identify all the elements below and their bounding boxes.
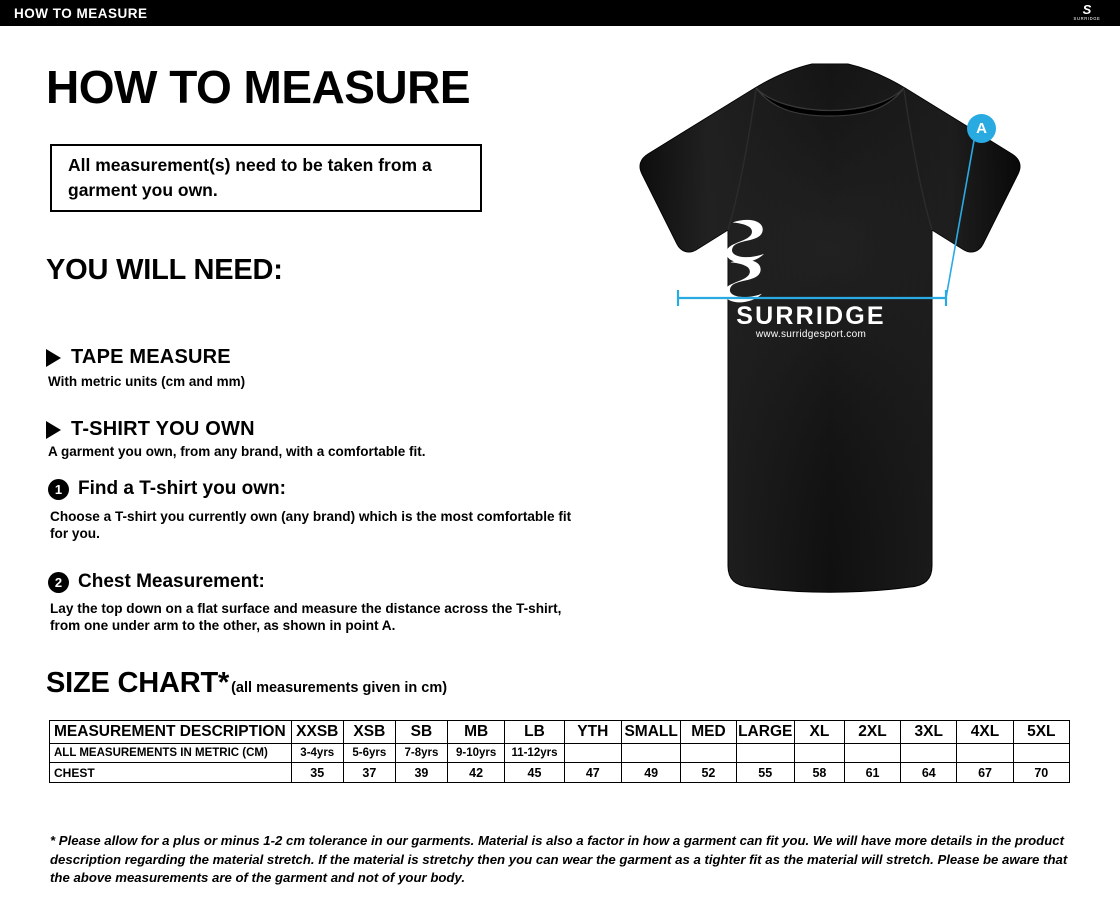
table-cell [844, 744, 900, 763]
table-header-cell: SMALL [621, 721, 680, 744]
table-cell [681, 744, 736, 763]
need-item-tshirt-sub: A garment you own, from any brand, with a comfortable fit. [48, 444, 426, 459]
table-cell: 64 [901, 763, 957, 783]
callout-box [50, 144, 482, 212]
need-item-tape-measure-sub: With metric units (cm and mm) [48, 374, 246, 389]
step-1-number: 1 [48, 479, 69, 500]
step-1 [48, 478, 286, 500]
table-header-cell: YTH [564, 721, 621, 744]
table-header-cell: MEASUREMENT DESCRIPTION [50, 721, 292, 744]
table-cell: 9-10yrs [447, 744, 504, 763]
table-header-cell: 2XL [844, 721, 900, 744]
size-chart-table [49, 720, 1070, 783]
surridge-logo-wordmark: SURRIDGE [1073, 16, 1101, 21]
table-cell: 58 [794, 763, 844, 783]
tshirt-illustration [560, 46, 1100, 646]
step-2-number: 2 [48, 572, 69, 593]
table-cell: 42 [447, 763, 504, 783]
table-cell: 45 [505, 763, 564, 783]
table-cell: 11-12yrs [505, 744, 564, 763]
table-cell: 49 [621, 763, 680, 783]
table-header-cell: 3XL [901, 721, 957, 744]
table-cell: 39 [395, 763, 447, 783]
row-label: CHEST [50, 763, 292, 783]
table-header-cell: MED [681, 721, 736, 744]
table-header-row [50, 721, 1070, 744]
step-2-title: Chest Measurement: [78, 571, 265, 592]
table-header-cell: MB [447, 721, 504, 744]
step-1-title: Find a T-shirt you own: [78, 478, 286, 499]
point-a-badge: A [967, 114, 996, 143]
step-2 [48, 571, 265, 593]
table-header-cell: 4XL [957, 721, 1013, 744]
table-header-cell: SB [395, 721, 447, 744]
table-cell: 67 [957, 763, 1013, 783]
table-cell: 35 [291, 763, 343, 783]
size-chart-heading [46, 667, 447, 700]
tshirt-svg [560, 46, 1100, 646]
table-cell: 37 [343, 763, 395, 783]
page-title: HOW TO MEASURE [46, 61, 471, 113]
footnote-text: * Please allow for a plus or minus 1-2 cm tolerance in our garments. Material is also a factor in how a garment can fit you. We will have more details in the product description regarding the material stretch. If the material is stretchy then you can wear the garment as a tighter fit as the material will stretch. Please be aware that the above measurements are of the garment and not of your body. [50, 833, 1068, 885]
table-cell: 7-8yrs [395, 744, 447, 763]
table-header-cell: LARGE [736, 721, 794, 744]
table-cell: 52 [681, 763, 736, 783]
table-cell [1013, 744, 1069, 763]
you-will-need-title: YOU WILL NEED: [46, 254, 283, 286]
table-cell: 70 [1013, 763, 1069, 783]
need-item-label: TAPE MEASURE [71, 346, 231, 368]
need-item-label: T-SHIRT YOU OWN [71, 418, 255, 440]
table-cell [957, 744, 1013, 763]
triangle-bullet-icon [46, 349, 61, 367]
table-cell: 3-4yrs [291, 744, 343, 763]
table-header-cell: LB [505, 721, 564, 744]
table-header-cell: XSB [343, 721, 395, 744]
surridge-logo-mark: S [1082, 2, 1092, 17]
table-header-cell: XL [794, 721, 844, 744]
table-cell [564, 744, 621, 763]
need-item-tape-measure [46, 346, 231, 369]
table-header-cell: XXSB [291, 721, 343, 744]
table-row [50, 744, 1070, 763]
top-bar-title: HOW TO MEASURE [14, 6, 148, 21]
table-cell: 47 [564, 763, 621, 783]
callout-text: All measurement(s) need to be taken from a garment you own. [68, 155, 432, 200]
tshirt-brand-name: SURRIDGE [736, 302, 886, 330]
page-content [0, 26, 1120, 913]
table-cell [794, 744, 844, 763]
table-cell [736, 744, 794, 763]
table-row [50, 763, 1070, 783]
need-item-tshirt [46, 418, 255, 441]
triangle-bullet-icon [46, 421, 61, 439]
surridge-logo [1064, 1, 1110, 25]
step-1-body: Choose a T-shirt you currently own (any brand) which is the most comfortable fit for you. [50, 509, 572, 541]
table-cell: 5-6yrs [343, 744, 395, 763]
size-chart-title: SIZE CHART* [46, 667, 230, 699]
top-bar [0, 0, 1120, 26]
table-cell: 55 [736, 763, 794, 783]
table-cell [901, 744, 957, 763]
table-cell: 61 [844, 763, 900, 783]
tshirt-brand-url: www.surridgesport.com [755, 329, 867, 340]
row-label: ALL MEASUREMENTS IN METRIC (CM) [50, 744, 292, 763]
tshirt-brand-print [676, 303, 946, 340]
table-header-cell: 5XL [1013, 721, 1069, 744]
step-2-body: Lay the top down on a flat surface and measure the distance across the T-shirt, from one under arm to the other, as shown in point A. [50, 601, 562, 633]
size-chart-note: (all measurements given in cm) [231, 680, 448, 696]
table-cell [621, 744, 680, 763]
